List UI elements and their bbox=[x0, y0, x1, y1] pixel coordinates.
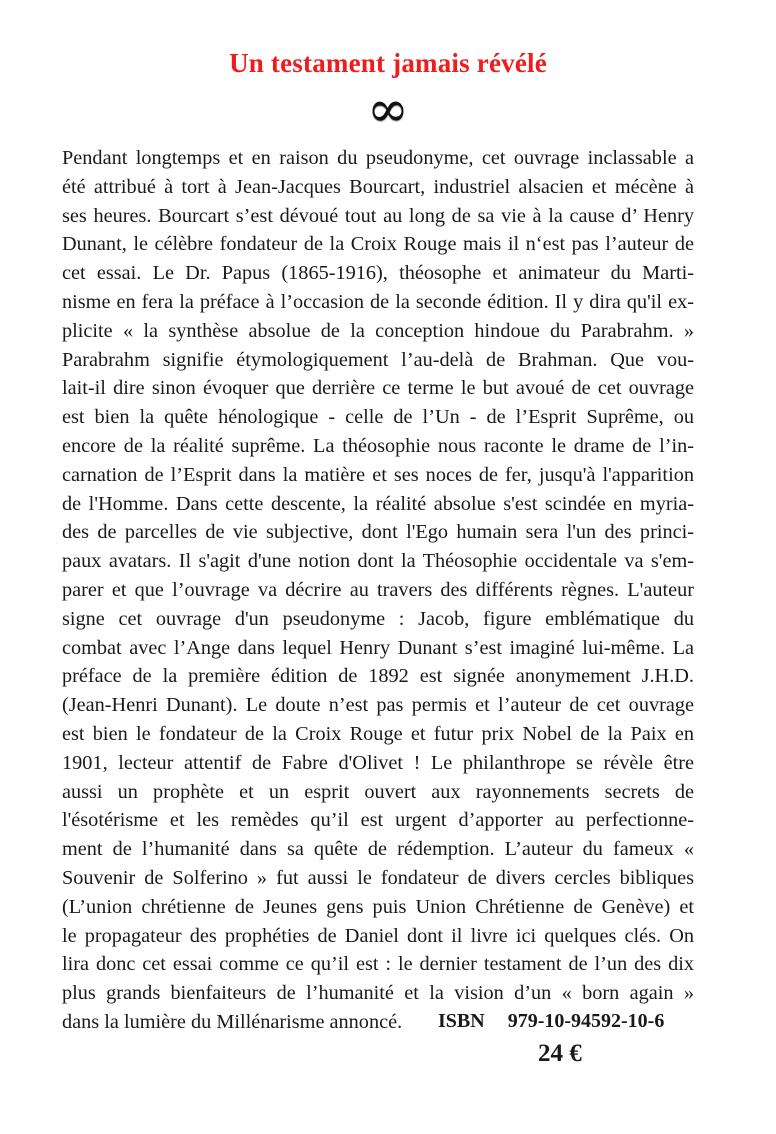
text-line: cet essai. Le Dr. Papus (1865-1916), théosophe et animateur du Marti- bbox=[62, 262, 694, 285]
text-line: parer et que l’ouvrage va décrire au travers des différents règnes. L'auteur bbox=[62, 578, 694, 601]
text-line: carnation de l’Esprit dans la matière et ses noces de fer, jusqu'à l'apparition bbox=[62, 463, 694, 486]
text-line: est bien la quête hénologique - celle de l’Un - de l’Esprit Suprême, ou bbox=[62, 406, 694, 429]
text-line: lait-il dire sinon évoquer que derrière ce terme le but avoué de cet ouvrage bbox=[62, 377, 694, 400]
text-line: ment de l’humanité dans sa quête de rédemption. L’auteur du fameux « bbox=[62, 838, 694, 861]
text-line: l'ésotérisme et les remèdes qu’il est urgent d’apporter au perfectionne- bbox=[62, 809, 694, 832]
back-cover-blurb bbox=[62, 144, 694, 1037]
text-line: dans la lumière du Millénarisme annoncé. bbox=[62, 1010, 403, 1033]
text-line: le propagateur des prophéties de Daniel dont il livre ici quelques clés. On bbox=[62, 924, 694, 947]
isbn-value: 979-10-94592-10-6 bbox=[507, 1010, 665, 1032]
text-line: plus grands bienfaiteurs de l’humanité et la vision d’un « born again » bbox=[62, 982, 694, 1005]
price: 24 € bbox=[538, 1040, 582, 1067]
text-line: aussi un prophète et un esprit ouvert aux rayonnements secrets de bbox=[62, 780, 694, 803]
page-title: Un testament jamais révélé bbox=[229, 48, 547, 78]
text-line: (Jean-Henri Dunant). Le doute n’est pas permis et l’auteur de cet ouvrage bbox=[62, 694, 694, 717]
text-line: de l'Homme. Dans cette descente, la réalité absolue s'est scindée en myria- bbox=[62, 492, 694, 515]
isbn bbox=[438, 1010, 664, 1033]
text-line: (L’union chrétienne de Jeunes gens puis Union Chrétienne de Genève) et bbox=[62, 895, 694, 918]
text-line: plicite « la synthèse absolue de la conception hindoue du Parabrahm. » bbox=[62, 319, 694, 342]
text-line: combat avec l’Ange dans lequel Henry Dunant s’est imaginé lui-même. La bbox=[62, 636, 694, 659]
text-line: est bien le fondateur de la Croix Rouge et futur prix Nobel de la Paix en bbox=[62, 722, 694, 745]
text-line: Pendant longtemps et en raison du pseudonyme, cet ouvrage inclassable a bbox=[62, 147, 694, 169]
isbn-label: ISBN bbox=[438, 1010, 485, 1032]
text-line: 1901, lecteur attentif de Fabre d'Olivet ! Le philanthrope se révèle être bbox=[62, 751, 694, 774]
text-line: Parabrahm signifie étymologiquement l’au-delà de Brahman. Que vou- bbox=[62, 348, 694, 371]
text-line: encore de la réalité suprême. La théosophie nous raconte le drame de l’in- bbox=[62, 434, 694, 457]
text-line: Dunant, le célèbre fondateur de la Croix Rouge mais il n‘est pas l’auteur de bbox=[62, 233, 694, 256]
text-line: été attribué à tort à Jean-Jacques Bourcart, industriel alsacien et mécène à bbox=[62, 175, 694, 198]
text-line: nisme en fera la préface à l’occasion de la seconde édition. Il y dira qu'il ex- bbox=[62, 290, 694, 313]
text-line: lira donc cet essai comme ce qu’il est : le dernier testament de l’un des dix bbox=[62, 953, 694, 976]
text-line: préface de la première édition de 1892 est signée anonymement J.H.D. bbox=[62, 665, 694, 688]
infinity-icon: ∞ bbox=[367, 80, 409, 138]
text-line: des de parcelles de vie subjective, dont l'Ego humain sera l'un des princi- bbox=[62, 521, 694, 544]
text-line: signe cet ouvrage d'un pseudonyme : Jacob, figure emblématique du bbox=[62, 607, 694, 630]
text-line: ses heures. Bourcart s’est dévoué tout au long de sa vie à la cause d’ Henry bbox=[62, 204, 694, 227]
text-line: paux avatars. Il s'agit d'une notion dont la Théosophie occidentale va s'em- bbox=[62, 550, 694, 573]
text-line: Souvenir de Solferino » fut aussi le fondateur de divers cercles bibliques bbox=[62, 866, 694, 889]
